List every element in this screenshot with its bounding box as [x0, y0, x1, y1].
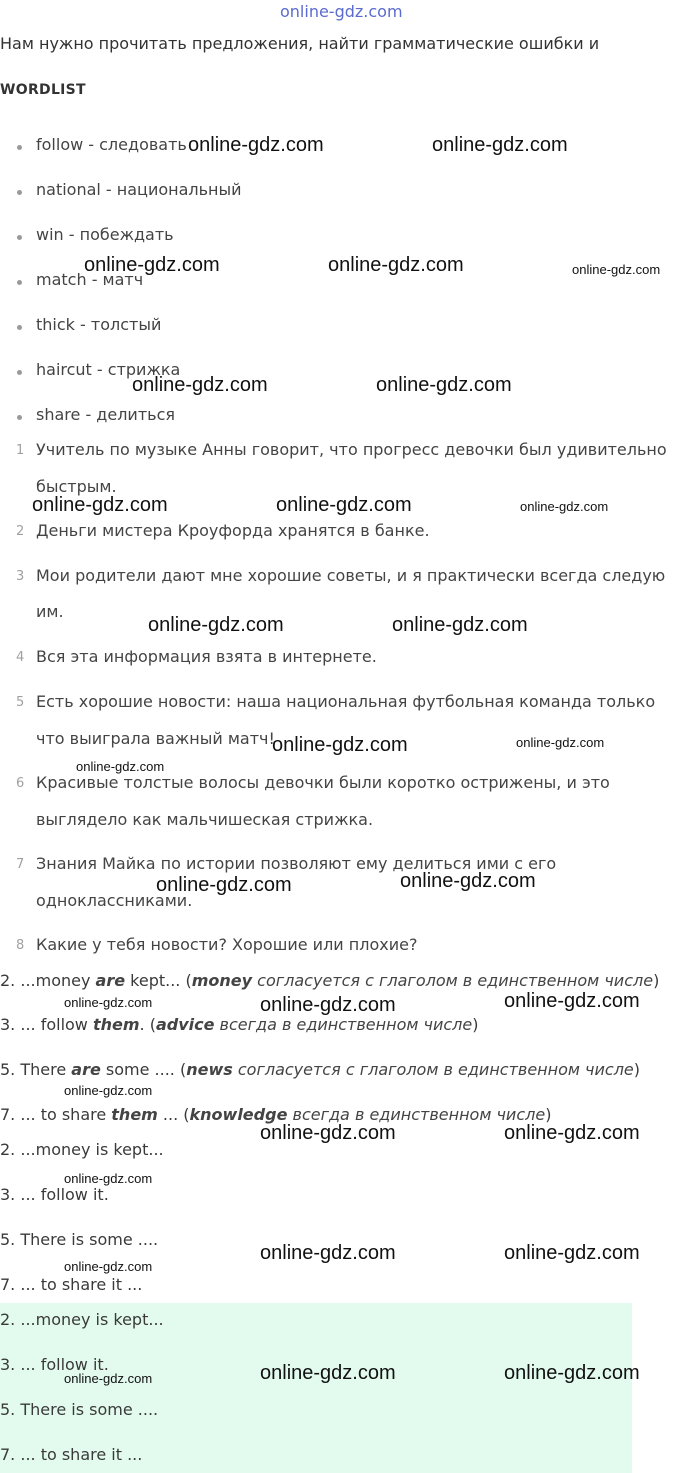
wordlist-item: national - национальный	[36, 180, 242, 199]
correction-line: 7. ... to share it ...	[0, 1275, 143, 1294]
watermark: online-gdz.com	[520, 499, 609, 514]
sentence-line: Есть хорошие новости: наша национальная футбольная команда только	[36, 692, 656, 711]
watermark: online-gdz.com	[276, 494, 412, 516]
watermark: online-gdz.com	[272, 734, 408, 756]
sentence-number: 8	[16, 938, 25, 953]
wordlist-title: WORDLIST	[0, 82, 86, 98]
wordlist-item: follow - следовать	[36, 135, 187, 154]
explanation-line: 5. There are some .... (news согласуется с глаголом в единственном числе)	[0, 1060, 641, 1079]
watermark: online-gdz.com	[76, 759, 165, 774]
sentence-line: быстрым.	[36, 477, 117, 496]
bullet-icon	[17, 415, 22, 420]
correction-line: 3. ... follow it.	[0, 1185, 109, 1204]
watermark: online-gdz.com	[64, 1171, 153, 1186]
site-header[interactable]: online-gdz.com	[280, 2, 403, 21]
sentence-line: Какие у тебя новости? Хорошие или плохие?	[36, 935, 418, 954]
bullet-icon	[17, 370, 22, 375]
intro-text: Нам нужно прочитать предложения, найти грамматические ошибки и	[0, 34, 600, 53]
correction-line: 2. ...money is kept...	[0, 1140, 164, 1159]
sentence-number: 7	[16, 857, 25, 872]
bullet-icon	[17, 235, 22, 240]
watermark: online-gdz.com	[260, 994, 396, 1016]
sentence-line: Вся эта информация взята в интернете.	[36, 647, 377, 666]
watermark: online-gdz.com	[260, 1362, 396, 1384]
sentence-line: выглядело как мальчишеская стрижка.	[36, 810, 374, 829]
watermark: online-gdz.com	[260, 1122, 396, 1144]
sentence-number: 6	[16, 776, 25, 791]
sentence-number: 1	[16, 443, 25, 458]
sentence-line: Мои родители дают мне хорошие советы, и я практически всегда следую	[36, 566, 666, 585]
watermark: online-gdz.com	[328, 254, 464, 276]
watermark: online-gdz.com	[64, 1371, 153, 1386]
watermark: online-gdz.com	[516, 735, 605, 750]
sentence-number: 4	[16, 650, 25, 665]
watermark: online-gdz.com	[504, 1242, 640, 1264]
watermark: online-gdz.com	[32, 494, 168, 516]
sentence-line: одноклассниками.	[36, 891, 193, 910]
watermark: online-gdz.com	[504, 1122, 640, 1144]
watermark: online-gdz.com	[504, 1362, 640, 1384]
correction-line: 5. There is some ....	[0, 1230, 159, 1249]
highlighted-answer: 5. There is some ....	[0, 1400, 159, 1419]
sentence-number: 2	[16, 524, 25, 539]
sentence-line: Учитель по музыке Анны говорит, что прогресс девочки был удивительно	[36, 440, 667, 459]
highlighted-answer: 7. ... to share it ...	[0, 1445, 143, 1464]
bullet-icon	[17, 145, 22, 150]
watermark: online-gdz.com	[148, 614, 284, 636]
sentence-line: им.	[36, 602, 64, 621]
watermark: online-gdz.com	[84, 254, 220, 276]
watermark: online-gdz.com	[504, 990, 640, 1012]
highlighted-answer: 2. ...money is kept...	[0, 1310, 164, 1329]
highlighted-answer: 3. ... follow it.	[0, 1355, 109, 1374]
explanation-line: 2. ...money are kept... (money согласуется с глаголом в единственном числе)	[0, 971, 660, 990]
explanation-line: 7. ... to share them ... (knowledge всегда в единственном числе)	[0, 1105, 552, 1124]
watermark: online-gdz.com	[156, 874, 292, 896]
watermark: online-gdz.com	[432, 134, 568, 156]
sentence-line: что выиграла важный матч!	[36, 729, 275, 748]
watermark: online-gdz.com	[64, 995, 153, 1010]
sentence-line: Деньги мистера Кроуфорда хранятся в банке.	[36, 521, 430, 540]
sentence-line: Красивые толстые волосы девочки были коротко острижены, и это	[36, 773, 610, 792]
watermark: online-gdz.com	[392, 614, 528, 636]
watermark: online-gdz.com	[132, 374, 268, 396]
wordlist-item: share - делиться	[36, 405, 175, 424]
wordlist-item: match - матч	[36, 270, 144, 289]
sentence-number: 5	[16, 695, 25, 710]
watermark: online-gdz.com	[64, 1259, 153, 1274]
explanation-line: 3. ... follow them. (advice всегда в единственном числе)	[0, 1015, 479, 1034]
watermark: online-gdz.com	[188, 134, 324, 156]
watermark: online-gdz.com	[64, 1083, 153, 1098]
bullet-icon	[17, 190, 22, 195]
wordlist-item: haircut - стрижка	[36, 360, 181, 379]
wordlist-item: win - побеждать	[36, 225, 174, 244]
wordlist-item: thick - толстый	[36, 315, 162, 334]
watermark: online-gdz.com	[260, 1242, 396, 1264]
watermark: online-gdz.com	[400, 870, 536, 892]
watermark: online-gdz.com	[376, 374, 512, 396]
bullet-icon	[17, 325, 22, 330]
sentence-number: 3	[16, 569, 25, 584]
bullet-icon	[17, 280, 22, 285]
watermark: online-gdz.com	[572, 262, 661, 277]
sentence-line: Знания Майка по истории позволяют ему делиться ими с его	[36, 854, 557, 873]
